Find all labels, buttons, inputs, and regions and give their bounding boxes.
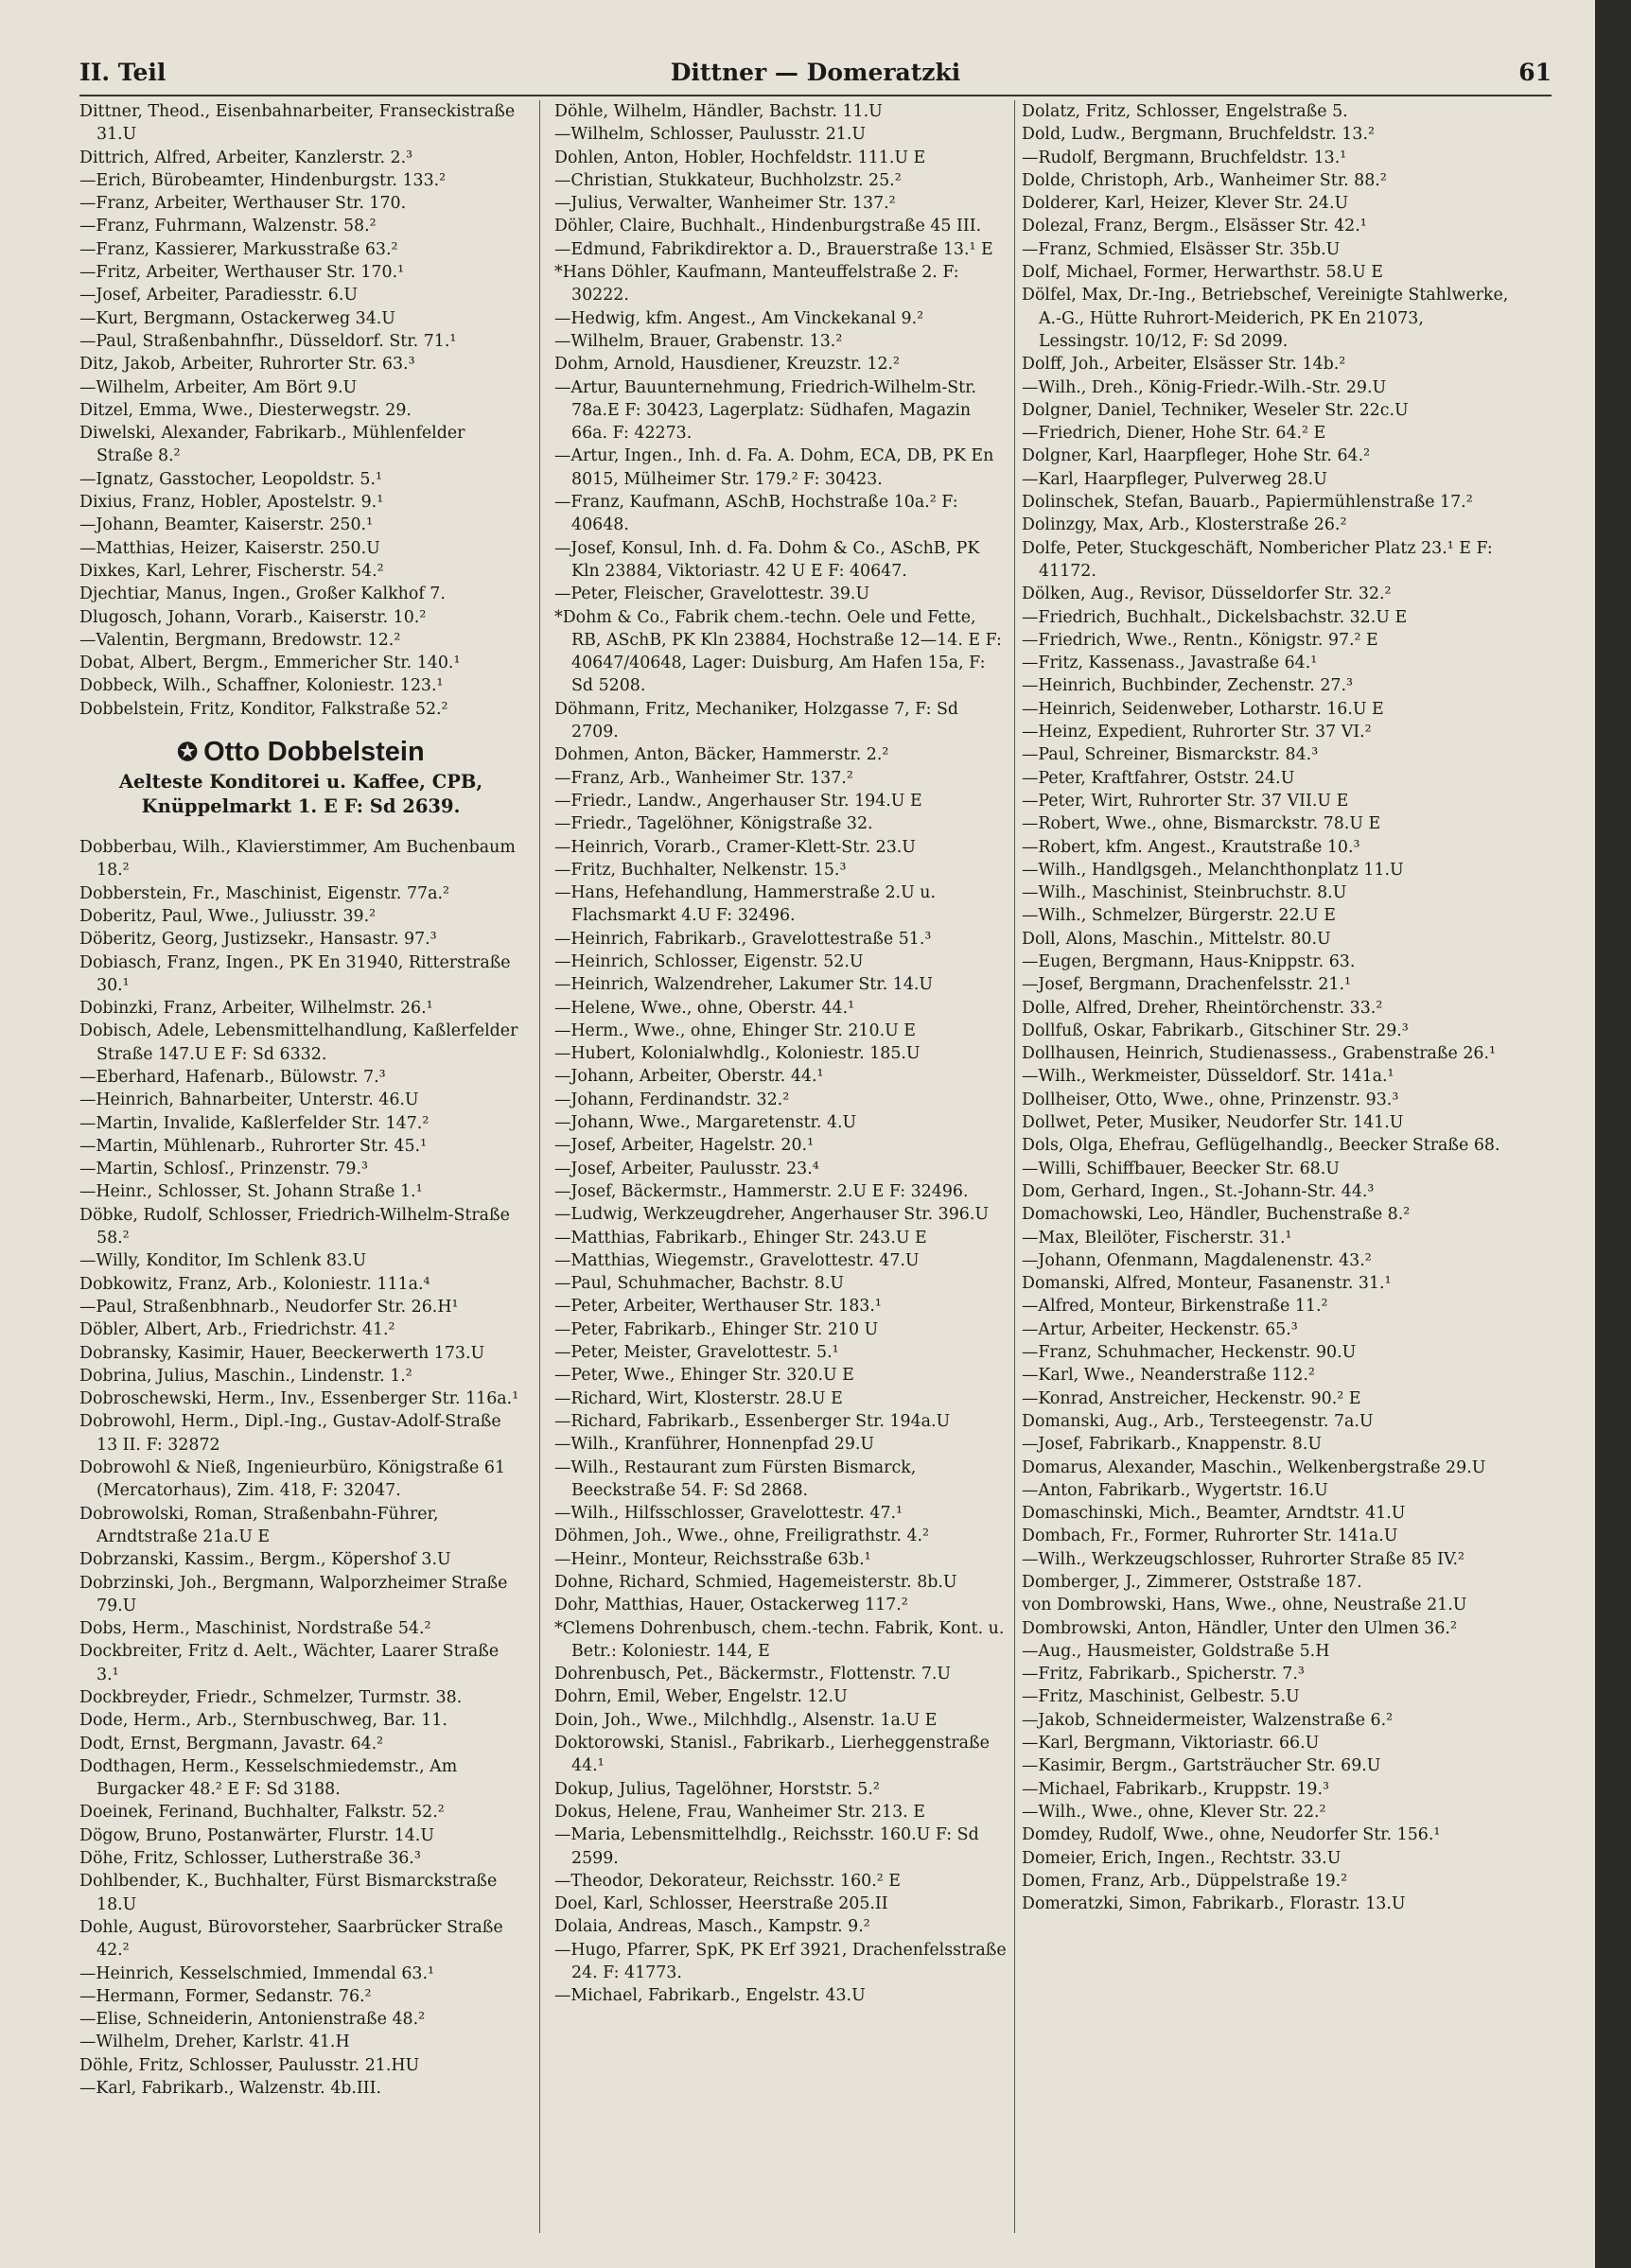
- directory-entry: —Eberhard, Hafenarb., Bülowstr. 7.³: [79, 1067, 386, 1087]
- directory-entry: Dobkowitz, Franz, Arb., Koloniestr. 111a.⁴: [79, 1274, 430, 1294]
- directory-entry: —Hubert, Kolonialwhdlg., Koloniestr. 185.U: [554, 1044, 921, 1064]
- directory-entry: —Heinrich, Buchbinder, Zechenstr. 27.³: [1022, 676, 1353, 696]
- page-header: [79, 59, 1552, 96]
- directory-entry: Dohne, Richard, Schmied, Hagemeisterstr. 8b.U: [554, 1573, 957, 1592]
- directory-entry: Dobat, Albert, Bergm., Emmericher Str. 140.¹: [79, 654, 461, 673]
- directory-entry: —Richard, Wirt, Klosterstr. 28.U E: [554, 1388, 843, 1408]
- directory-entry: Dobinzki, Franz, Arbeiter, Wilhelmstr. 26.¹: [79, 999, 433, 1019]
- directory-entry: —Franz, Schmied, Elsässer Str. 35b.U: [1022, 239, 1341, 259]
- directory-entry: —Wilh., Dreh., König-Friedr.-Wilh.-Str. 29.U: [1022, 377, 1387, 397]
- directory-entry: Doberitz, Paul, Wwe., Juliusstr. 39.²: [79, 906, 377, 926]
- directory-entry: —Franz, Arb., Wanheimer Str. 137.²: [554, 768, 853, 788]
- directory-entry: —Johann, Wwe., Margaretenstr. 4.U: [554, 1113, 857, 1133]
- directory-entry: —Fritz, Buchhalter, Nelkenstr. 15.³: [554, 860, 847, 880]
- directory-entry: Dobrina, Julius, Maschin., Lindenstr. 1.²: [79, 1366, 412, 1386]
- directory-entry: —Maria, Lebensmittelhdlg., Reichsstr. 160.U F: Sd 2599.: [554, 1825, 979, 1868]
- directory-entry: —Friedrich, Buchhalt., Dickelsbachstr. 32.U E: [1022, 607, 1408, 627]
- directory-entry: Ditz, Jakob, Arbeiter, Ruhrorter Str. 63.³: [79, 355, 415, 375]
- directory-entry: —Artur, Bauunternehmung, Friedrich-Wilhelm-Str. 78a.E F: 30423, Lagerplatz: Südhafen, Magazin 66a. F: 42273.: [554, 377, 977, 444]
- directory-entry: —Wilh., Hilfsschlosser, Gravelottestr. 47.¹: [554, 1504, 903, 1524]
- advertisement: [79, 734, 522, 819]
- directory-entry: Domachowski, Leo, Händler, Buchenstraße 8.²: [1022, 1205, 1411, 1225]
- directory-entry: Döhler, Claire, Buchhalt., Hindenburgstraße 45 III.: [554, 217, 982, 236]
- directory-entry: Dohmen, Anton, Bäcker, Hammerstr. 2.²: [554, 745, 889, 765]
- directory-entry: Dollhausen, Heinrich, Studienassess., Grabenstraße 26.¹: [1022, 1044, 1496, 1064]
- directory-entry: —Josef, Bergmann, Drachenfelsstr. 21.¹: [1022, 975, 1352, 995]
- directory-entry: Döhe, Fritz, Schlosser, Lutherstraße 36.³: [79, 1849, 421, 1869]
- directory-entry: Dolatz, Fritz, Schlosser, Engelstraße 5.: [1022, 102, 1348, 121]
- directory-entry: —Karl, Bergmann, Viktoriastr. 66.U: [1022, 1734, 1320, 1753]
- directory-entry: Dohm, Arnold, Hausdiener, Kreuzstr. 12.²: [554, 355, 901, 375]
- directory-entry: Dobroschewski, Herm., Inv., Essenberger Str. 116a.¹: [79, 1389, 519, 1409]
- directory-entry: Dode, Herm., Arb., Sternbuschweg, Bar. 11.: [79, 1711, 447, 1731]
- directory-entry: —Helene, Wwe., ohne, Oberstr. 44.¹: [554, 998, 855, 1018]
- directory-entry: —Theodor, Dekorateur, Reichsstr. 160.² E: [554, 1871, 901, 1891]
- directory-entry: —Alfred, Monteur, Birkenstraße 11.²: [1022, 1297, 1328, 1317]
- directory-entry: Dögow, Bruno, Postanwärter, Flurstr. 14.U: [79, 1825, 434, 1845]
- directory-entry: —Heinrich, Walzendreher, Lakumer Str. 14.U: [554, 975, 934, 995]
- directory-entry: Dobrzinski, Joh., Bergmann, Walporzheimer Straße 79.U: [79, 1573, 508, 1615]
- column-2: [554, 100, 1008, 2238]
- directory-entry: Domeratzki, Simon, Fabrikarb., Florastr. 13.U: [1022, 1894, 1406, 1914]
- directory-entry: —Heinrich, Seidenweber, Lotharstr. 16.U E: [1022, 699, 1384, 719]
- directory-entry: —Heinz, Expedient, Ruhrorter Str. 37 VI.²: [1022, 723, 1372, 742]
- directory-entry: Dolgner, Karl, Haarpfleger, Hohe Str. 64.²: [1022, 446, 1371, 466]
- directory-entry: —Eugen, Bergmann, Haus-Knippstr. 63.: [1022, 951, 1356, 971]
- directory-entry: —Heinrich, Vorarb., Cramer-Klett-Str. 23.U: [554, 837, 916, 857]
- directory-entry: —Franz, Arbeiter, Werthauser Str. 170.: [79, 194, 407, 214]
- directory-entry: Dom, Gerhard, Ingen., St.-Johann-Str. 44.³: [1022, 1181, 1375, 1201]
- directory-entry: —Johann, Arbeiter, Oberstr. 44.¹: [554, 1067, 824, 1087]
- directory-entry: —Fritz, Maschinist, Gelbestr. 5.U: [1022, 1687, 1300, 1707]
- column-1-top-entries: [79, 100, 522, 721]
- directory-entry: —Franz, Kaufmann, ASchB, Hochstraße 10a.² F: 40648.: [554, 493, 958, 535]
- directory-entry: Dodt, Ernst, Bergmann, Javastr. 64.²: [79, 1734, 384, 1753]
- directory-entry: —Wilh., Wwe., ohne, Klever Str. 22.²: [1022, 1802, 1326, 1822]
- column-divider: [539, 100, 540, 2233]
- page-number: 61: [1518, 59, 1552, 86]
- directory-entry: Dohrn, Emil, Weber, Engelstr. 12.U: [554, 1687, 848, 1707]
- directory-entry: —Ignatz, Gasstocher, Leopoldstr. 5.¹: [79, 469, 382, 489]
- directory-entry: Domanski, Alfred, Monteur, Fasanenstr. 31.¹: [1022, 1274, 1392, 1294]
- directory-entry: Dittrich, Alfred, Arbeiter, Kanzlerstr. 2.³: [79, 148, 413, 167]
- directory-entry: —Anton, Fabrikarb., Wygertstr. 16.U: [1022, 1480, 1328, 1500]
- directory-entry: —Kurt, Bergmann, Ostackerweg 34.U: [79, 308, 395, 328]
- name-range: Dittner — Domeratzki: [670, 59, 961, 86]
- directory-entry: —Peter, Arbeiter, Werthauser Str. 183.¹: [554, 1297, 882, 1317]
- directory-entry: Dolde, Christoph, Arb., Wanheimer Str. 88.²: [1022, 170, 1387, 190]
- directory-entry: —Max, Bleilöter, Fischerstr. 31.¹: [1022, 1228, 1292, 1247]
- directory-entry: —Peter, Fabrikarb., Ehinger Str. 210 U: [554, 1319, 879, 1339]
- directory-entry: —Erich, Bürobeamter, Hindenburgstr. 133.²: [79, 170, 447, 190]
- directory-entry: Dobbelstein, Fritz, Konditor, Falkstraße 52.²: [79, 699, 448, 719]
- directory-entry: —Heinrich, Kesselschmied, Immendal 63.¹: [79, 1963, 434, 1983]
- directory-entry: —Johann, Ferdinandstr. 32.²: [554, 1090, 790, 1109]
- directory-entry: —Richard, Fabrikarb., Essenberger Str. 194a.U: [554, 1411, 951, 1431]
- directory-entry: Doll, Alons, Maschin., Mittelstr. 80.U: [1022, 929, 1331, 949]
- directory-entry: Dölfel, Max, Dr.-Ing., Betriebschef, Vereinigte Stahlwerke, A.-G., Hütte Ruhrort-Meiderich, PK En 21073, Lessingstr. 10/12, F: Sd 2099.: [1022, 286, 1509, 351]
- directory-entry: —Jakob, Schneidermeister, Walzenstraße 6.²: [1022, 1710, 1394, 1730]
- directory-entry: Domen, Franz, Arb., Düppelstraße 19.²: [1022, 1871, 1348, 1891]
- directory-entry: Dobs, Herm., Maschinist, Nordstraße 54.²: [79, 1619, 431, 1639]
- directory-entry: Döhmen, Joh., Wwe., ohne, Freiligrathstr. 4.²: [554, 1527, 930, 1546]
- directory-entry: —Karl, Wwe., Neanderstraße 112.²: [1022, 1366, 1315, 1386]
- directory-entry: —Wilhelm, Schlosser, Paulusstr. 21.U: [554, 125, 867, 145]
- directory-entry: *Clemens Dohrenbusch, chem.-techn. Fabrik, Kont. u. Betr.: Koloniestr. 144, E: [554, 1618, 1005, 1661]
- directory-entry: —Matthias, Heizer, Kaiserstr. 250.U: [79, 538, 380, 558]
- directory-entry: —Valentin, Bergmann, Bredowstr. 12.²: [79, 630, 401, 650]
- directory-entry: Dobrowohl & Nieß, Ingenieurbüro, Königstraße 61 (Mercatorhaus), Zim. 418, F: 32047.: [79, 1458, 506, 1501]
- directory-entry: —Wilhelm, Arbeiter, Am Bört 9.U: [79, 377, 358, 397]
- directory-entry: Dobransky, Kasimir, Hauer, Beeckerwerth 173.U: [79, 1343, 485, 1363]
- directory-entry: —Johann, Ofenmann, Magdalenenstr. 43.²: [1022, 1250, 1372, 1270]
- directory-entry: Dollwet, Peter, Musiker, Neudorfer Str. 141.U: [1022, 1113, 1404, 1133]
- directory-entry: Dollfuß, Oskar, Fabrikarb., Gitschiner Str. 29.³: [1022, 1021, 1409, 1040]
- directory-entry: Döbler, Albert, Arb., Friedrichstr. 41.²: [79, 1320, 395, 1340]
- directory-entry: Dockbreiter, Fritz d. Aelt., Wächter, Laarer Straße 3.¹: [79, 1642, 500, 1684]
- directory-entry: —Hugo, Pfarrer, SpK, PK Erf 3921, Drachenfelsstraße 24. F: 41773.: [554, 1940, 1007, 1983]
- header-rule: [79, 95, 1552, 96]
- directory-entry: Dold, Ludw., Bergmann, Bruchfeldstr. 13.²: [1022, 125, 1375, 145]
- directory-entry: —Artur, Ingen., Inh. d. Fa. A. Dohm, ECA, DB, PK En 8015, Mülheimer Str. 179.² F: 30423.: [554, 446, 994, 489]
- directory-entry: Djechtiar, Manus, Ingen., Großer Kalkhof 7.: [79, 584, 446, 604]
- directory-entry: Dixius, Franz, Hobler, Apostelstr. 9.¹: [79, 493, 384, 513]
- directory-entry: —Peter, Kraftfahrer, Oststr. 24.U: [1022, 768, 1295, 788]
- directory-entry: —Matthias, Fabrikarb., Ehinger Str. 243.U E: [554, 1228, 927, 1247]
- directory-entry: —Wilh., Werkmeister, Düsseldorf. Str. 141a.¹: [1022, 1067, 1394, 1087]
- directory-entry: —Josef, Arbeiter, Hagelstr. 20.¹: [554, 1136, 815, 1156]
- ad-line-2: Knüppelmarkt 1. E F: Sd 2639.: [141, 795, 461, 818]
- column-1-bottom-entries: [79, 836, 522, 2100]
- directory-entry: Doktorowski, Stanisl., Fabrikarb., Lierheggenstraße 44.¹: [554, 1734, 990, 1776]
- directory-entry: Dobrzanski, Kassim., Bergm., Köpershof 3.U: [79, 1550, 451, 1570]
- directory-entry: Dobrowohl, Herm., Dipl.-Ing., Gustav-Adolf-Straße 13 II. F: 32872: [79, 1412, 501, 1455]
- directory-entry: —Johann, Beamter, Kaiserstr. 250.¹: [79, 515, 374, 535]
- directory-entry: Dixkes, Karl, Lehrer, Fischerstr. 54.²: [79, 561, 384, 581]
- directory-entry: Doeinek, Ferinand, Buchhalter, Falkstr. 52.²: [79, 1803, 445, 1823]
- directory-entry: —Wilh., Schmelzer, Bürgerstr. 22.U E: [1022, 906, 1336, 926]
- directory-entry: *Dohm & Co., Fabrik chem.-techn. Oele und Fette, RB, ASchB, PK Kln 23884, Hochstraße 12—14. E F: 40647/40648, Lager: Duisburg, Am Hafen 15a, F: Sd 5208.: [554, 607, 1002, 696]
- column-divider: [1014, 100, 1015, 2233]
- directory-entry: Ditzel, Emma, Wwe., Diesterwegstr. 29.: [79, 400, 412, 420]
- directory-entry: —Fritz, Kassenass., Javastraße 64.¹: [1022, 654, 1318, 673]
- directory-entry: Doin, Joh., Wwe., Milchhdlg., Alsenstr. 1a.U E: [554, 1710, 938, 1730]
- directory-entry: —Wilh., Maschinist, Steinbruchstr. 8.U: [1022, 883, 1347, 903]
- directory-entry: —Hans, Hefehandlung, Hammerstraße 2.U u. Flachsmarkt 4.U F: 32496.: [554, 883, 936, 926]
- directory-entry: —Artur, Arbeiter, Heckenstr. 65.³: [1022, 1319, 1298, 1339]
- directory-entry: —Wilh., Kranführer, Honnenpfad 29.U: [554, 1435, 875, 1455]
- directory-entry: —Josef, Arbeiter, Paulusstr. 23.⁴: [554, 1159, 819, 1178]
- directory-entry: —Wilhelm, Dreher, Karlstr. 41.H: [79, 2032, 350, 2052]
- directory-entry: —Peter, Wirt, Ruhrorter Str. 37 VII.U E: [1022, 791, 1349, 811]
- directory-entry: —Wilh., Restaurant zum Fürsten Bismarck, Beeckstraße 54. F: Sd 2868.: [554, 1457, 917, 1500]
- part-label: II. Teil: [79, 59, 167, 86]
- directory-entry: —Willy, Konditor, Im Schlenk 83.U: [79, 1251, 367, 1271]
- directory-entry: —Fritz, Arbeiter, Werthauser Str. 170.¹: [79, 263, 405, 283]
- directory-entry: Dols, Olga, Ehefrau, Geflügelhandlg., Beecker Straße 68.: [1022, 1136, 1500, 1156]
- directory-entry: Doel, Karl, Schlosser, Heerstraße 205.II: [554, 1894, 888, 1914]
- directory-entry: Domarus, Alexander, Maschin., Welkenbergstraße 29.U: [1022, 1457, 1486, 1477]
- directory-entry: Dolderer, Karl, Heizer, Klever Str. 24.U: [1022, 194, 1349, 214]
- directory-entry: —Wilhelm, Brauer, Grabenstr. 13.²: [554, 331, 843, 351]
- directory-entry: Dolezal, Franz, Bergm., Elsässer Str. 42.¹: [1022, 217, 1367, 236]
- column-3: [1022, 100, 1514, 2238]
- directory-entry: —Herm., Wwe., ohne, Ehinger Str. 210.U E: [554, 1021, 916, 1040]
- directory-entry: —Aug., Hausmeister, Goldstraße 5.H: [1022, 1641, 1330, 1661]
- directory-entry: —Robert, Wwe., ohne, Bismarckstr. 78.U E: [1022, 814, 1381, 834]
- directory-entry: —Fritz, Fabrikarb., Spicherstr. 7.³: [1022, 1665, 1305, 1684]
- directory-entry: —Heinr., Monteur, Reichsstraße 63b.¹: [554, 1549, 871, 1569]
- directory-entry: —Karl, Fabrikarb., Walzenstr. 4b.III.: [79, 2079, 382, 2099]
- directory-entry: Dohlen, Anton, Hobler, Hochfeldstr. 111.U E: [554, 148, 926, 167]
- directory-entry: Dolff, Joh., Arbeiter, Elsässer Str. 14b.²: [1022, 355, 1346, 375]
- directory-entry: —Franz, Schuhmacher, Heckenstr. 90.U: [1022, 1343, 1357, 1363]
- directory-entry: Dokus, Helene, Frau, Wanheimer Str. 213. E: [554, 1802, 925, 1822]
- directory-entry: Dollheiser, Otto, Wwe., ohne, Prinzenstr. 93.³: [1022, 1090, 1399, 1109]
- directory-entry: —Edmund, Fabrikdirektor a. D., Brauerstraße 13.¹ E: [554, 239, 993, 259]
- directory-entry: —Heinrich, Schlosser, Eigenstr. 52.U: [554, 951, 864, 971]
- directory-entry: —Franz, Fuhrmann, Walzenstr. 58.²: [79, 217, 377, 236]
- directory-entry: —Martin, Invalide, Kaßlerfelder Str. 147.²: [79, 1113, 430, 1133]
- directory-entry: —Michael, Fabrikarb., Engelstr. 43.U: [554, 1986, 866, 2006]
- directory-entry: —Martin, Schlosſ., Prinzenstr. 79.³: [79, 1160, 368, 1179]
- directory-entry: —Wilh., Handlgsgeh., Melanchthonplatz 11.U: [1022, 860, 1404, 880]
- ad-line-1: Aelteste Konditorei u. Kaffee, CPB,: [118, 771, 483, 794]
- directory-entry: —Friedrich, Diener, Hohe Str. 64.² E: [1022, 424, 1326, 444]
- directory-entry: Domberger, J., Zimmerer, Oststraße 187.: [1022, 1573, 1362, 1592]
- directory-entry: —Friedr., Landw., Angerhauser Str. 194.U E: [554, 791, 922, 811]
- directory-entry: —Franz, Kassierer, Markusstraße 63.²: [79, 239, 398, 259]
- directory-entry: Dobberstein, Fr., Maschinist, Eigenstr. 77a.²: [79, 883, 449, 903]
- directory-entry: —Matthias, Wiegemstr., Gravelottestr. 47.U: [554, 1250, 920, 1270]
- directory-entry: Döbke, Rudolf, Schlosser, Friedrich-Wilhelm-Straße 58.²: [79, 1205, 510, 1248]
- directory-entry: —Heinr., Schlosser, St. Johann Straße 1.¹: [79, 1182, 423, 1202]
- directory-entry: —Paul, Schuhmacher, Bachstr. 8.U: [554, 1274, 845, 1294]
- directory-entry: —Josef, Konsul, Inh. d. Fa. Dohm & Co., ASchB, PK Kln 23884, Viktoriastr. 42 U E F: 40647.: [554, 538, 980, 581]
- directory-entry: Döberitz, Georg, Justizsekr., Hansastr. 97.³: [79, 930, 437, 950]
- directory-entry: —Willi, Schiffbauer, Beecker Str. 68.U: [1022, 1159, 1340, 1178]
- directory-entry: Dobrowolski, Roman, Straßenbahn-Führer, Arndtstraße 21a.U E: [79, 1504, 439, 1546]
- directory-entry: Dolaia, Andreas, Masch., Kampstr. 9.²: [554, 1917, 870, 1937]
- directory-entry: —Friedrich, Wwe., Rentn., Königstr. 97.² E: [1022, 630, 1378, 650]
- directory-entry: Döhle, Fritz, Schlosser, Paulusstr. 21.HU: [79, 2055, 420, 2075]
- directory-entry: Dombach, Fr., Former, Ruhrorter Str. 141a.U: [1022, 1527, 1398, 1546]
- directory-entry: Döhmann, Fritz, Mechaniker, Holzgasse 7, F: Sd 2709.: [554, 699, 959, 742]
- directory-entry: Dobisch, Adele, Lebensmittelhandlung, Kaßlerfelder Straße 147.U E F: Sd 6332.: [79, 1021, 518, 1064]
- directory-entry: —Friedr., Tagelöhner, Königstraße 32.: [554, 814, 873, 834]
- directory-entry: Domanski, Aug., Arb., Tersteegenstr. 7a.U: [1022, 1411, 1374, 1431]
- directory-entry: —Wilh., Werkzeugschlosser, Ruhrorter Straße 85 IV.²: [1022, 1549, 1465, 1569]
- directory-entry: —Hedwig, kfm. Angest., Am Vinckekanal 9.²: [554, 308, 924, 328]
- directory-entry: —Elise, Schneiderin, Antonienstraße 48.²: [79, 2010, 426, 2030]
- directory-entry: Domeier, Erich, Ingen., Rechtstr. 33.U: [1022, 1848, 1342, 1868]
- directory-entry: —Heinrich, Bahnarbeiter, Unterstr. 46.U: [79, 1090, 419, 1110]
- directory-entry: Dobiasch, Franz, Ingen., PK En 31940, Ritterstraße 30.¹: [79, 952, 511, 995]
- directory-entry: Dölken, Aug., Revisor, Düsseldorfer Str. 32.²: [1022, 584, 1392, 604]
- scan-edge: [1595, 0, 1631, 2268]
- column-1: [79, 100, 522, 2238]
- directory-entry: Domdey, Rudolf, Wwe., ohne, Neudorfer Str. 156.¹: [1022, 1825, 1441, 1845]
- directory-entry: —Paul, Straßenbahnfhr., Düsseldorf. Str. 71.¹: [79, 331, 457, 351]
- directory-entry: —Josef, Arbeiter, Paradiesstr. 6.U: [79, 286, 359, 305]
- directory-entry: Dlugosch, Johann, Vorarb., Kaiserstr. 10.²: [79, 607, 427, 627]
- directory-entry: —Peter, Meister, Gravelottestr. 5.¹: [554, 1343, 839, 1363]
- directory-entry: Dobbeck, Wilh., Schaffner, Koloniestr. 123.¹: [79, 676, 444, 696]
- directory-entry: Diwelski, Alexander, Fabrikarb., Mühlenfelder Straße 8.²: [79, 424, 465, 466]
- directory-entry: —Josef, Fabrikarb., Knappenstr. 8.U: [1022, 1435, 1323, 1455]
- directory-entry: Dokup, Julius, Tagelöhner, Horststr. 5.²: [554, 1779, 880, 1799]
- directory-entry: Dodthagen, Herm., Kesselschmiedemstr., Am Burgacker 48.² E F: Sd 3188.: [79, 1756, 458, 1800]
- directory-entry: Dobberbau, Wilh., Klavierstimmer, Am Buchenbaum 18.²: [79, 838, 516, 881]
- directory-entry: —Rudolf, Bergmann, Bruchfeldstr. 13.¹: [1022, 148, 1347, 167]
- directory-entry: —Peter, Wwe., Ehinger Str. 320.U E: [554, 1366, 854, 1386]
- directory-entry: —Josef, Bäckermstr., Hammerstr. 2.U E F: 32496.: [554, 1181, 969, 1201]
- directory-entry: —Paul, Schreiner, Bismarckstr. 84.³: [1022, 745, 1319, 765]
- directory-entry: —Martin, Mühlenarb., Ruhrorter Str. 45.¹: [79, 1136, 428, 1156]
- directory-entry: —Heinrich, Fabrikarb., Gravelottestraße 51.³: [554, 929, 932, 949]
- directory-entry: von Dombrowski, Hans, Wwe., ohne, Neustraße 21.U: [1022, 1596, 1467, 1615]
- directory-entry: Dohrenbusch, Pet., Bäckermstr., Flottenstr. 7.U: [554, 1665, 952, 1684]
- directory-entry: —Kasimir, Bergm., Gartsträucher Str. 69.U: [1022, 1756, 1381, 1776]
- directory-entry: Dolgner, Daniel, Techniker, Weseler Str. 22c.U: [1022, 400, 1409, 420]
- directory-entry: Dolle, Alfred, Dreher, Rheintörchenstr. 33.²: [1022, 998, 1383, 1018]
- directory-entry: Döhle, Wilhelm, Händler, Bachstr. 11.U: [554, 102, 883, 121]
- directory-entry: —Ludwig, Werkzeugdreher, Angerhauser Str. 396.U: [554, 1205, 990, 1225]
- directory-entry: Dolinzgy, Max, Arb., Klosterstraße 26.²: [1022, 515, 1347, 535]
- directory-entry: Dohle, August, Bürovorsteher, Saarbrücker Straße 42.²: [79, 1917, 503, 1961]
- directory-entry: —Hermann, Former, Sedanstr. 76.²: [79, 1986, 372, 2006]
- directory-entry: Domaschinski, Mich., Beamter, Arndtstr. 41.U: [1022, 1504, 1406, 1524]
- directory-entry: —Karl, Haarpfleger, Pulverweg 28.U: [1022, 469, 1327, 489]
- directory-entry: Dohr, Matthias, Hauer, Ostackerweg 117.²: [554, 1596, 908, 1615]
- directory-entry: Dolinschek, Stefan, Bauarb., Papiermühlenstraße 17.²: [1022, 493, 1473, 513]
- directory-entry: —Christian, Stukkateur, Buchholzstr. 25.²: [554, 170, 902, 190]
- directory-entry: —Robert, kfm. Angest., Krautstraße 10.³: [1022, 837, 1360, 857]
- directory-entry: Dombrowski, Anton, Händler, Unter den Ulmen 36.²: [1022, 1618, 1457, 1638]
- directory-entry: —Paul, Straßenbhnarb., Neudorfer Str. 26.H¹: [79, 1297, 459, 1317]
- ad-name: [79, 734, 522, 770]
- star-icon: ✪: [177, 738, 199, 767]
- directory-entry: Dohlbender, K., Buchhalter, Fürst Bismarckstraße 18.U: [79, 1872, 498, 1914]
- directory-entry: Dockbreyder, Friedr., Schmelzer, Turmstr. 38.: [79, 1688, 463, 1707]
- directory-entry: —Julius, Verwalter, Wanheimer Str. 137.²: [554, 194, 896, 214]
- directory-entry: —Konrad, Anstreicher, Heckenstr. 90.² E: [1022, 1388, 1361, 1408]
- directory-entry: —Peter, Fleischer, Gravelottestr. 39.U: [554, 584, 870, 604]
- directory-entry: —Michael, Fabrikarb., Kruppstr. 19.³: [1022, 1779, 1329, 1799]
- directory-entry: Dittner, Theod., Eisenbahnarbeiter, Franseckistraße 31.U: [79, 102, 516, 145]
- directory-entry: Dolf, Michael, Former, Herwarthstr. 58.U E: [1022, 263, 1384, 283]
- directory-entry: *Hans Döhler, Kaufmann, Manteuffelstraße 2. F: 30222.: [554, 263, 959, 305]
- ad-name-text: Otto Dobbelstein: [203, 737, 425, 768]
- directory-entry: Dolfe, Peter, Stuckgeschäft, Nombericher Platz 23.¹ E F: 41172.: [1022, 538, 1493, 581]
